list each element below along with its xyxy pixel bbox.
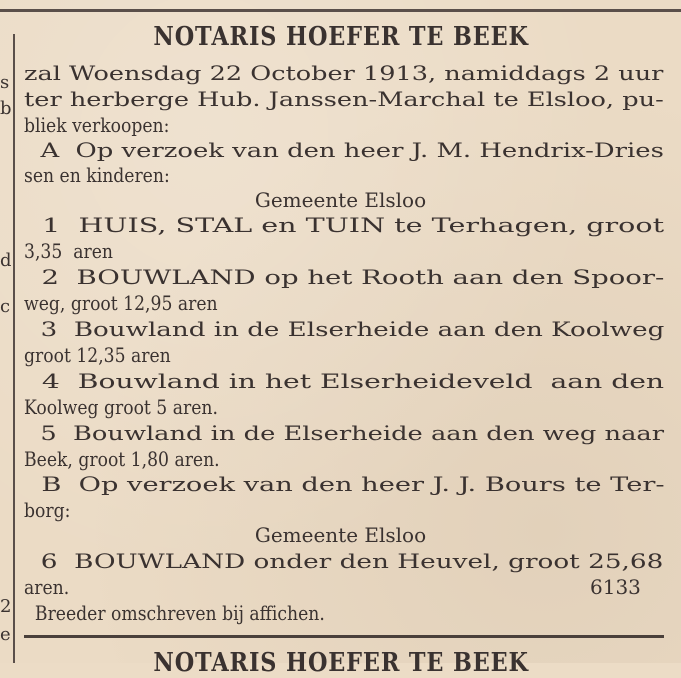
article-end-rule (24, 635, 664, 638)
section-heading: Gemeente Elsloo (254, 523, 427, 547)
top-column-rule (0, 9, 681, 12)
article-line: ter herberge Hub. Janssen-Marchal te Elsloo, pu- (24, 87, 664, 111)
article-line: 2 BOUWLAND op het Rooth aan den Spoor- (24, 265, 665, 289)
margin-fragment: b (0, 98, 12, 119)
article-line: 6 BOUWLAND onder den Heuvel, groot 25,68 (24, 549, 664, 573)
article-line: sen en kinderen: (24, 163, 170, 187)
article-line: 3 Bouwland in de Elserheide aan den Koolweg (24, 317, 665, 341)
article-line: Breeder omschreven bij affichen. (24, 601, 325, 625)
article-line: A Op verzoek van den heer J. M. Hendrix-Dries (24, 138, 664, 162)
article-line: B Op verzoek van den heer J. J. Bours te Ter- (24, 472, 665, 496)
article-line: groot 12,35 aren (24, 343, 171, 367)
article-line: Koolweg groot 5 aren. (24, 395, 218, 419)
margin-fragment: d (0, 250, 12, 271)
article-line: bliek verkoopen: (24, 113, 170, 137)
margin-fragment: 2 (0, 596, 12, 617)
left-column-rule (13, 34, 15, 663)
article-line: 5 Bouwland in de Elserheide aan den weg naar (24, 421, 665, 445)
article-line: 1 HUIS, STAL en TUIN te Terhagen, groot (24, 213, 665, 237)
margin-fragment: c (0, 296, 11, 317)
article-title: NOTARIS HOEFER TE BEEK (153, 22, 529, 52)
section-heading: Gemeente Elsloo (254, 188, 427, 212)
article-line: Beek, groot 1,80 aren. (24, 447, 220, 471)
article-line: 4 Bouwland in het Elserheideveld aan den (24, 369, 665, 393)
next-article-title: NOTARIS HOEFER TE BEEK (153, 648, 529, 678)
article-line: borg: (24, 498, 71, 522)
margin-fragment: s (0, 72, 10, 93)
article-line: 3,35 aren (24, 239, 113, 263)
article-line: zal Woensdag 22 October 1913, namiddags 2 uur (24, 61, 664, 85)
article-line: aren. (24, 575, 70, 599)
margin-fragment: e (0, 624, 11, 645)
reference-number: 6133 (590, 575, 641, 599)
article-line: weg, groot 12,95 aren (24, 291, 218, 315)
